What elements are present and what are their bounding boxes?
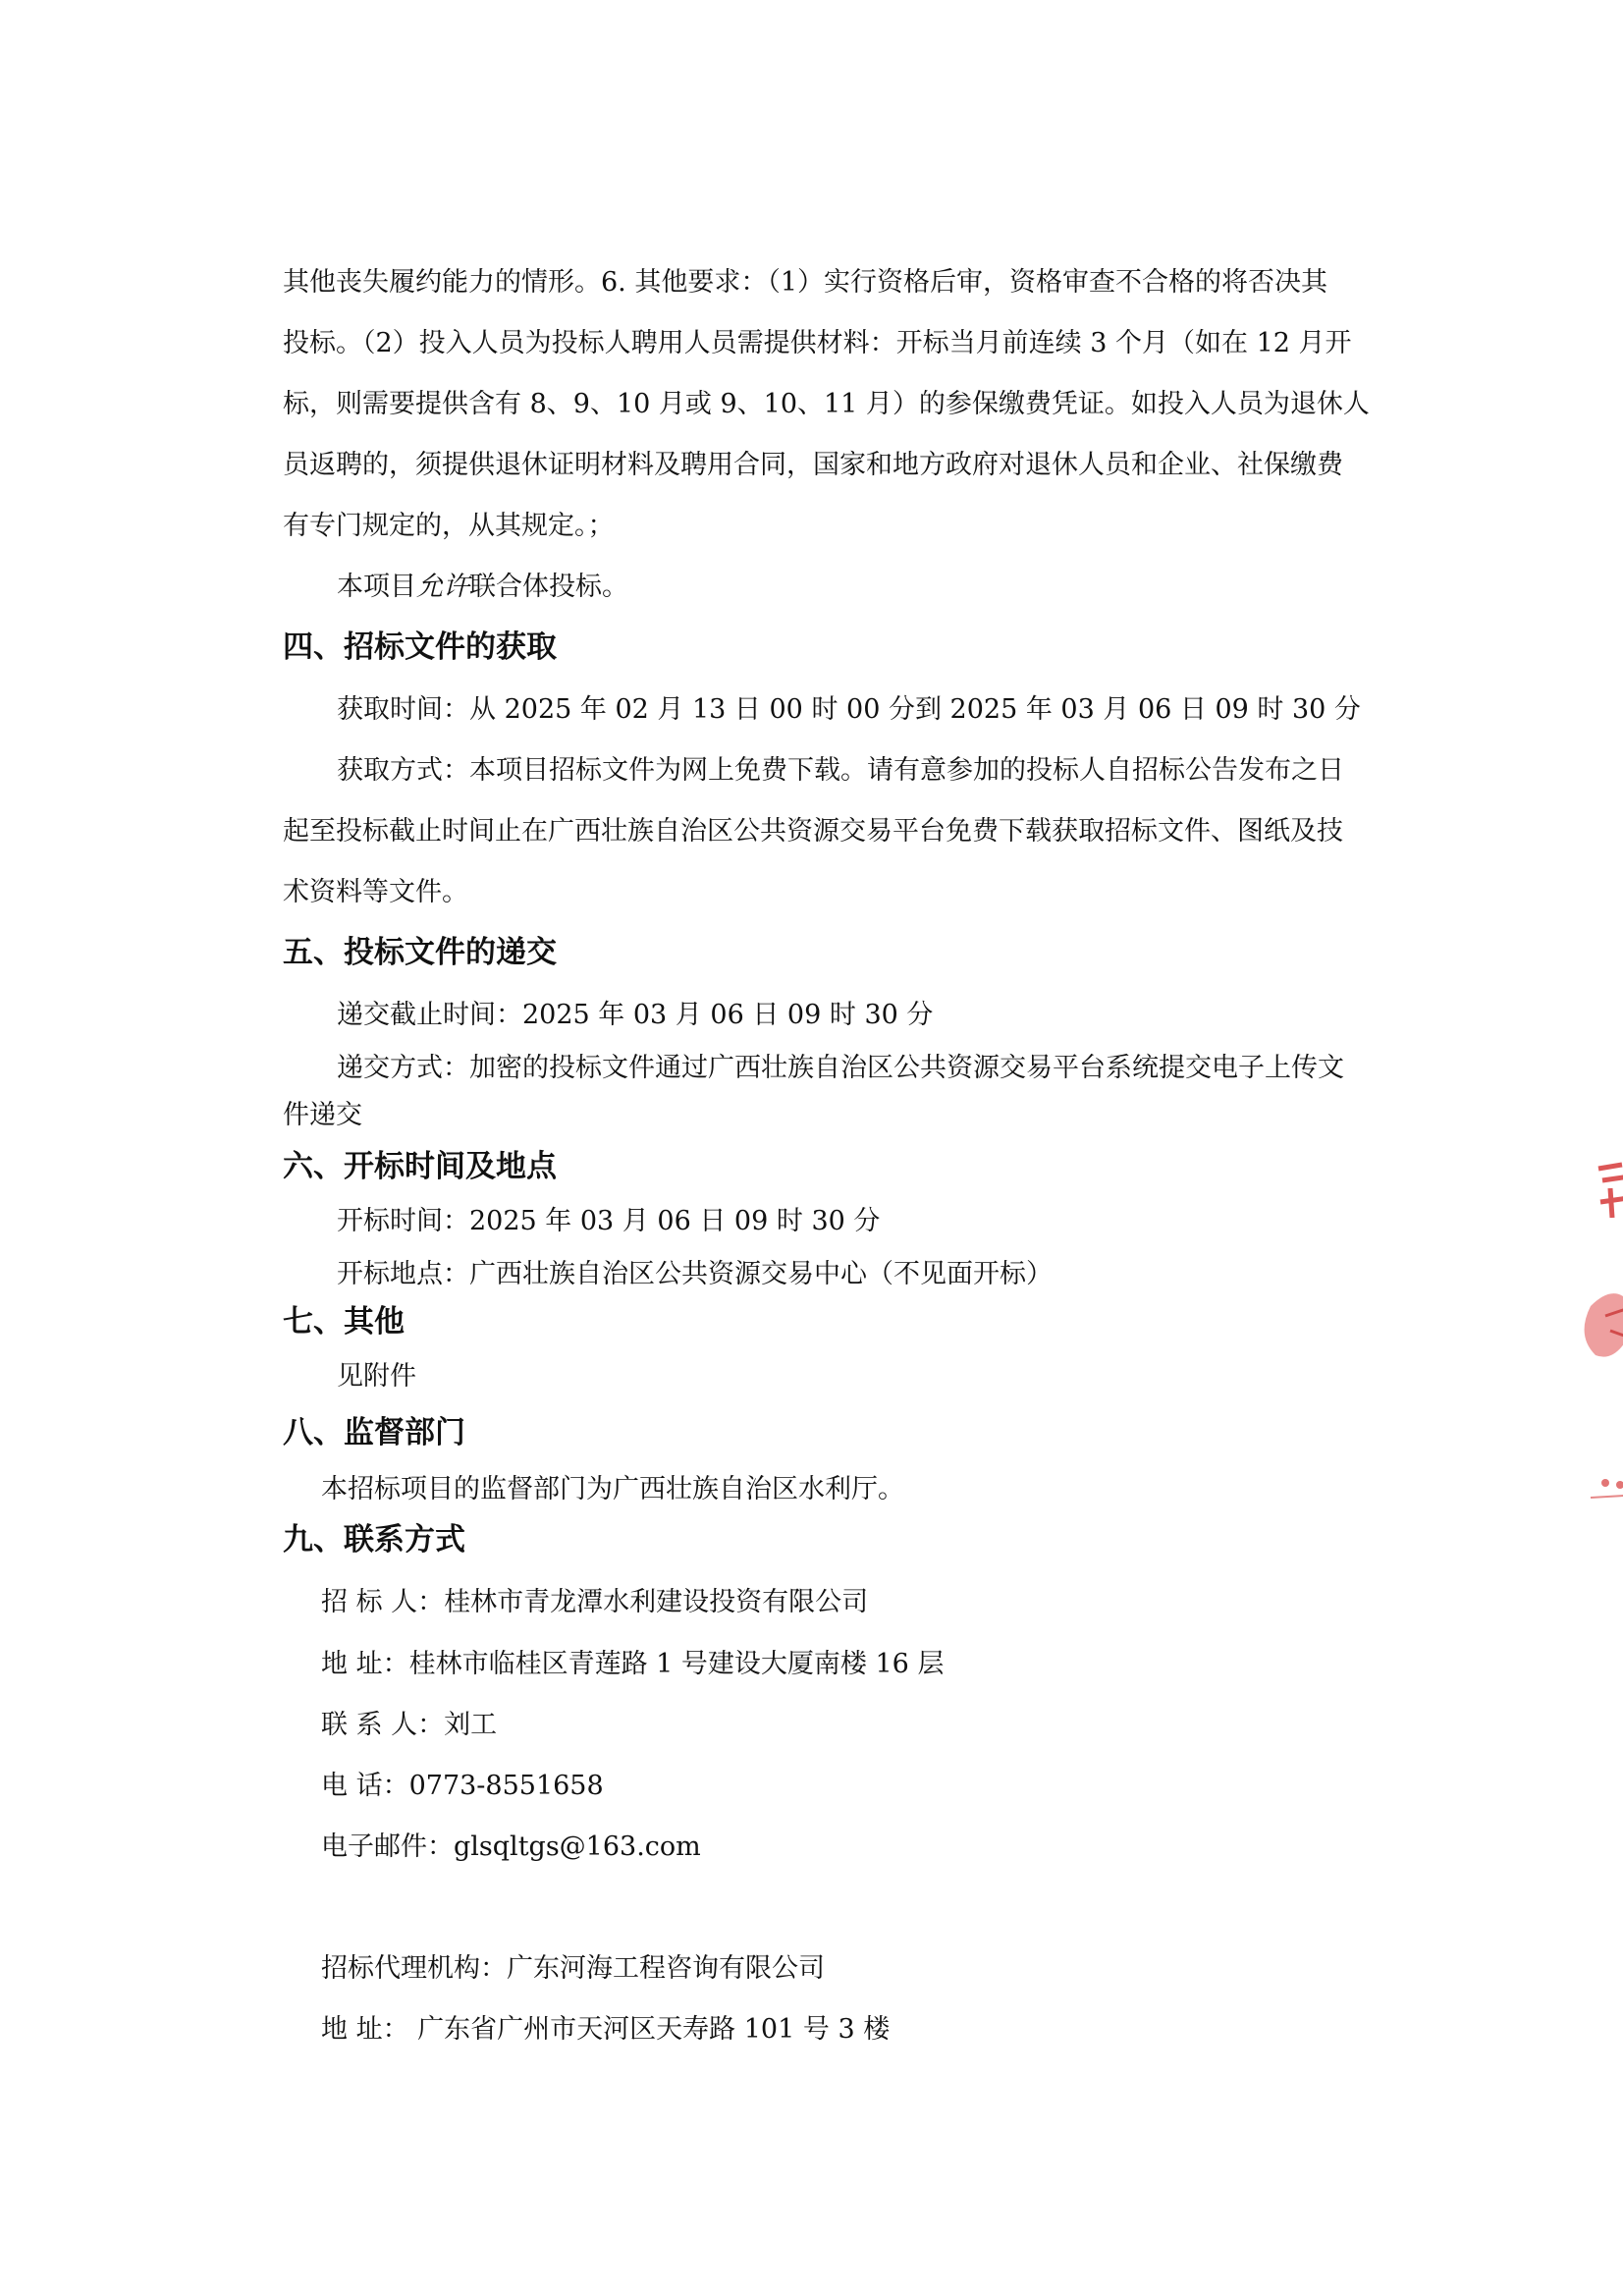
contact-email: 电子邮件：glsqltgs@163.com	[321, 1831, 701, 1862]
supervision-text: 本招标项目的监督部门为广西壮族自治区水利厅。	[321, 1474, 904, 1504]
obtain-method-line: 术资料等文件。	[283, 877, 468, 907]
section-heading: 七、其他	[283, 1304, 405, 1339]
section-heading: 九、联系方式	[283, 1522, 465, 1558]
section-heading: 八、监督部门	[283, 1415, 465, 1450]
agency-address: 地 址： 广东省广州市天河区天寿路 101 号 3 楼	[321, 2014, 891, 2045]
consortium-pre: 本项目	[337, 572, 416, 602]
red-seal-fragment	[1551, 1159, 1623, 1512]
submission-method-line: 件递交	[283, 1100, 362, 1130]
submission-deadline: 递交截止时间：2025 年 03 月 06 日 09 时 30 分	[337, 1000, 934, 1030]
tenderer-address: 地 址：桂林市临桂区青莲路 1 号建设大厦南楼 16 层	[321, 1649, 945, 1679]
paragraph-line: 标，则需要提供含有 8、9、10 月或 9、10、11 月）的参保缴费凭证。如投入人员为退休人	[283, 389, 1370, 419]
obtain-time: 获取时间：从 2025 年 02 月 13 日 00 时 00 分到 2025 年 03 月 06 日 09 时 30 分	[337, 694, 1361, 725]
obtain-method-line: 起至投标截止时间止在广西壮族自治区公共资源交易平台免费下载获取招标文件、图纸及技	[283, 816, 1343, 847]
opening-place: 开标地点：广西壮族自治区公共资源交易中心（不见面开标）	[337, 1259, 1053, 1289]
consortium-emphasis: 允许	[416, 572, 469, 602]
consortium-post: 联合体投标。	[469, 572, 628, 602]
tenderer: 招 标 人：桂林市青龙潭水利建设投资有限公司	[321, 1587, 869, 1617]
submission-method-line: 递交方式：加密的投标文件通过广西壮族自治区公共资源交易平台系统提交电子上传文	[337, 1053, 1344, 1083]
paragraph-line: 员返聘的，须提供退休证明材料及聘用合同，国家和地方政府对退休人员和企业、社保缴费	[283, 450, 1343, 480]
section-heading: 五、投标文件的递交	[283, 935, 557, 970]
paragraph-line: 投标。（2）投入人员为投标人聘用人员需提供材料：开标当月前连续 3 个月（如在 12 月开	[283, 328, 1352, 358]
paragraph-line: 有专门规定的，从其规定。；	[283, 511, 615, 541]
other-text: 见附件	[337, 1361, 416, 1392]
contact-person: 联 系 人：刘工	[321, 1710, 498, 1740]
contact-phone: 电 话：0773-8551658	[321, 1771, 604, 1801]
obtain-method-line: 获取方式：本项目招标文件为网上免费下载。请有意参加的投标人自招标公告发布之日	[337, 755, 1344, 786]
section-heading: 六、开标时间及地点	[283, 1149, 557, 1184]
tender-agency: 招标代理机构：广东河海工程咨询有限公司	[321, 1953, 825, 1984]
consortium-line	[337, 574, 628, 600]
section-heading: 四、招标文件的获取	[283, 629, 557, 665]
paragraph-line: 其他丧失履约能力的情形。6. 其他要求：（1）实行资格后审，资格审查不合格的将否决其	[283, 267, 1328, 298]
opening-time: 开标时间：2025 年 03 月 06 日 09 时 30 分	[337, 1206, 881, 1236]
